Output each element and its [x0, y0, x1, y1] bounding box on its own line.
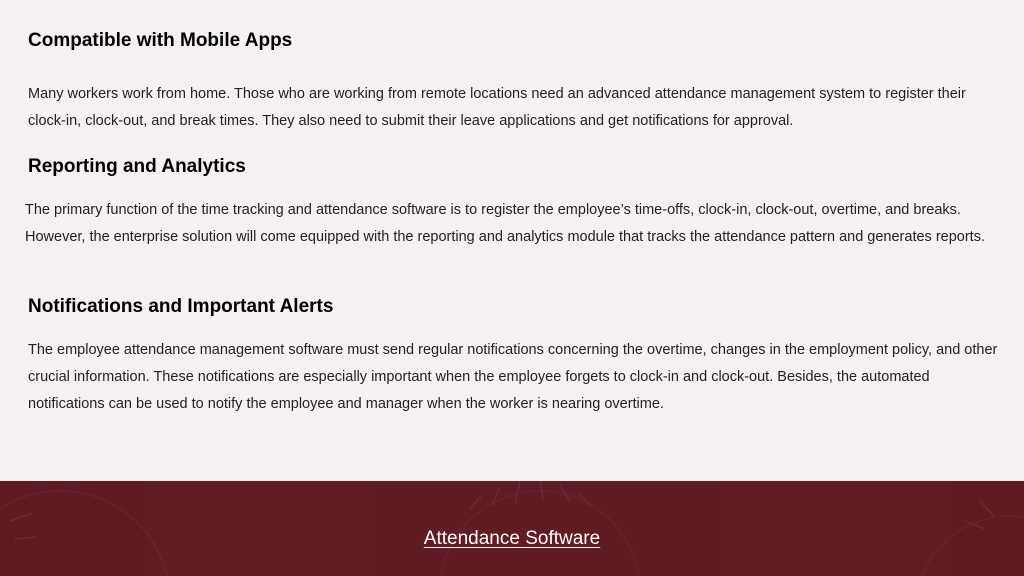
section-body-reporting-analytics: The primary function of the time tracking and attendance software is to register the employee’s time-offs, clock-in, clock-out, overtime, and breaks. However, the enterprise solution will come equipped with the reporting and analytics module that tracks the attendance pattern and generates reports. [25, 202, 985, 245]
attendance-software-link[interactable] [0, 527, 1024, 551]
section-body-mobile-apps: Many workers work from home. Those who are working from remote locations need an advanced attendance management system to register their clock-in, clock-out, and break times. They also need to submit their leave applications and get notifications for approval. [28, 86, 966, 129]
footer-banner [0, 481, 1024, 576]
section-heading-notifications-alerts: Notifications and Important Alerts [28, 296, 334, 317]
section-body-notifications-alerts: The employee attendance management software must send regular notifications concerning the overtime, changes in the employment policy, and other crucial information. These notifications are especially important when the employee forgets to clock-in and clock-out. Besides, the automated notifications can be used to notify the employee and manager when the worker is nearing overtime. [28, 342, 998, 412]
section-heading-reporting-analytics: Reporting and Analytics [28, 156, 246, 177]
section-heading-mobile-apps: Compatible with Mobile Apps [28, 30, 293, 51]
attendance-software-link-label: Attendance Software [423, 528, 601, 549]
